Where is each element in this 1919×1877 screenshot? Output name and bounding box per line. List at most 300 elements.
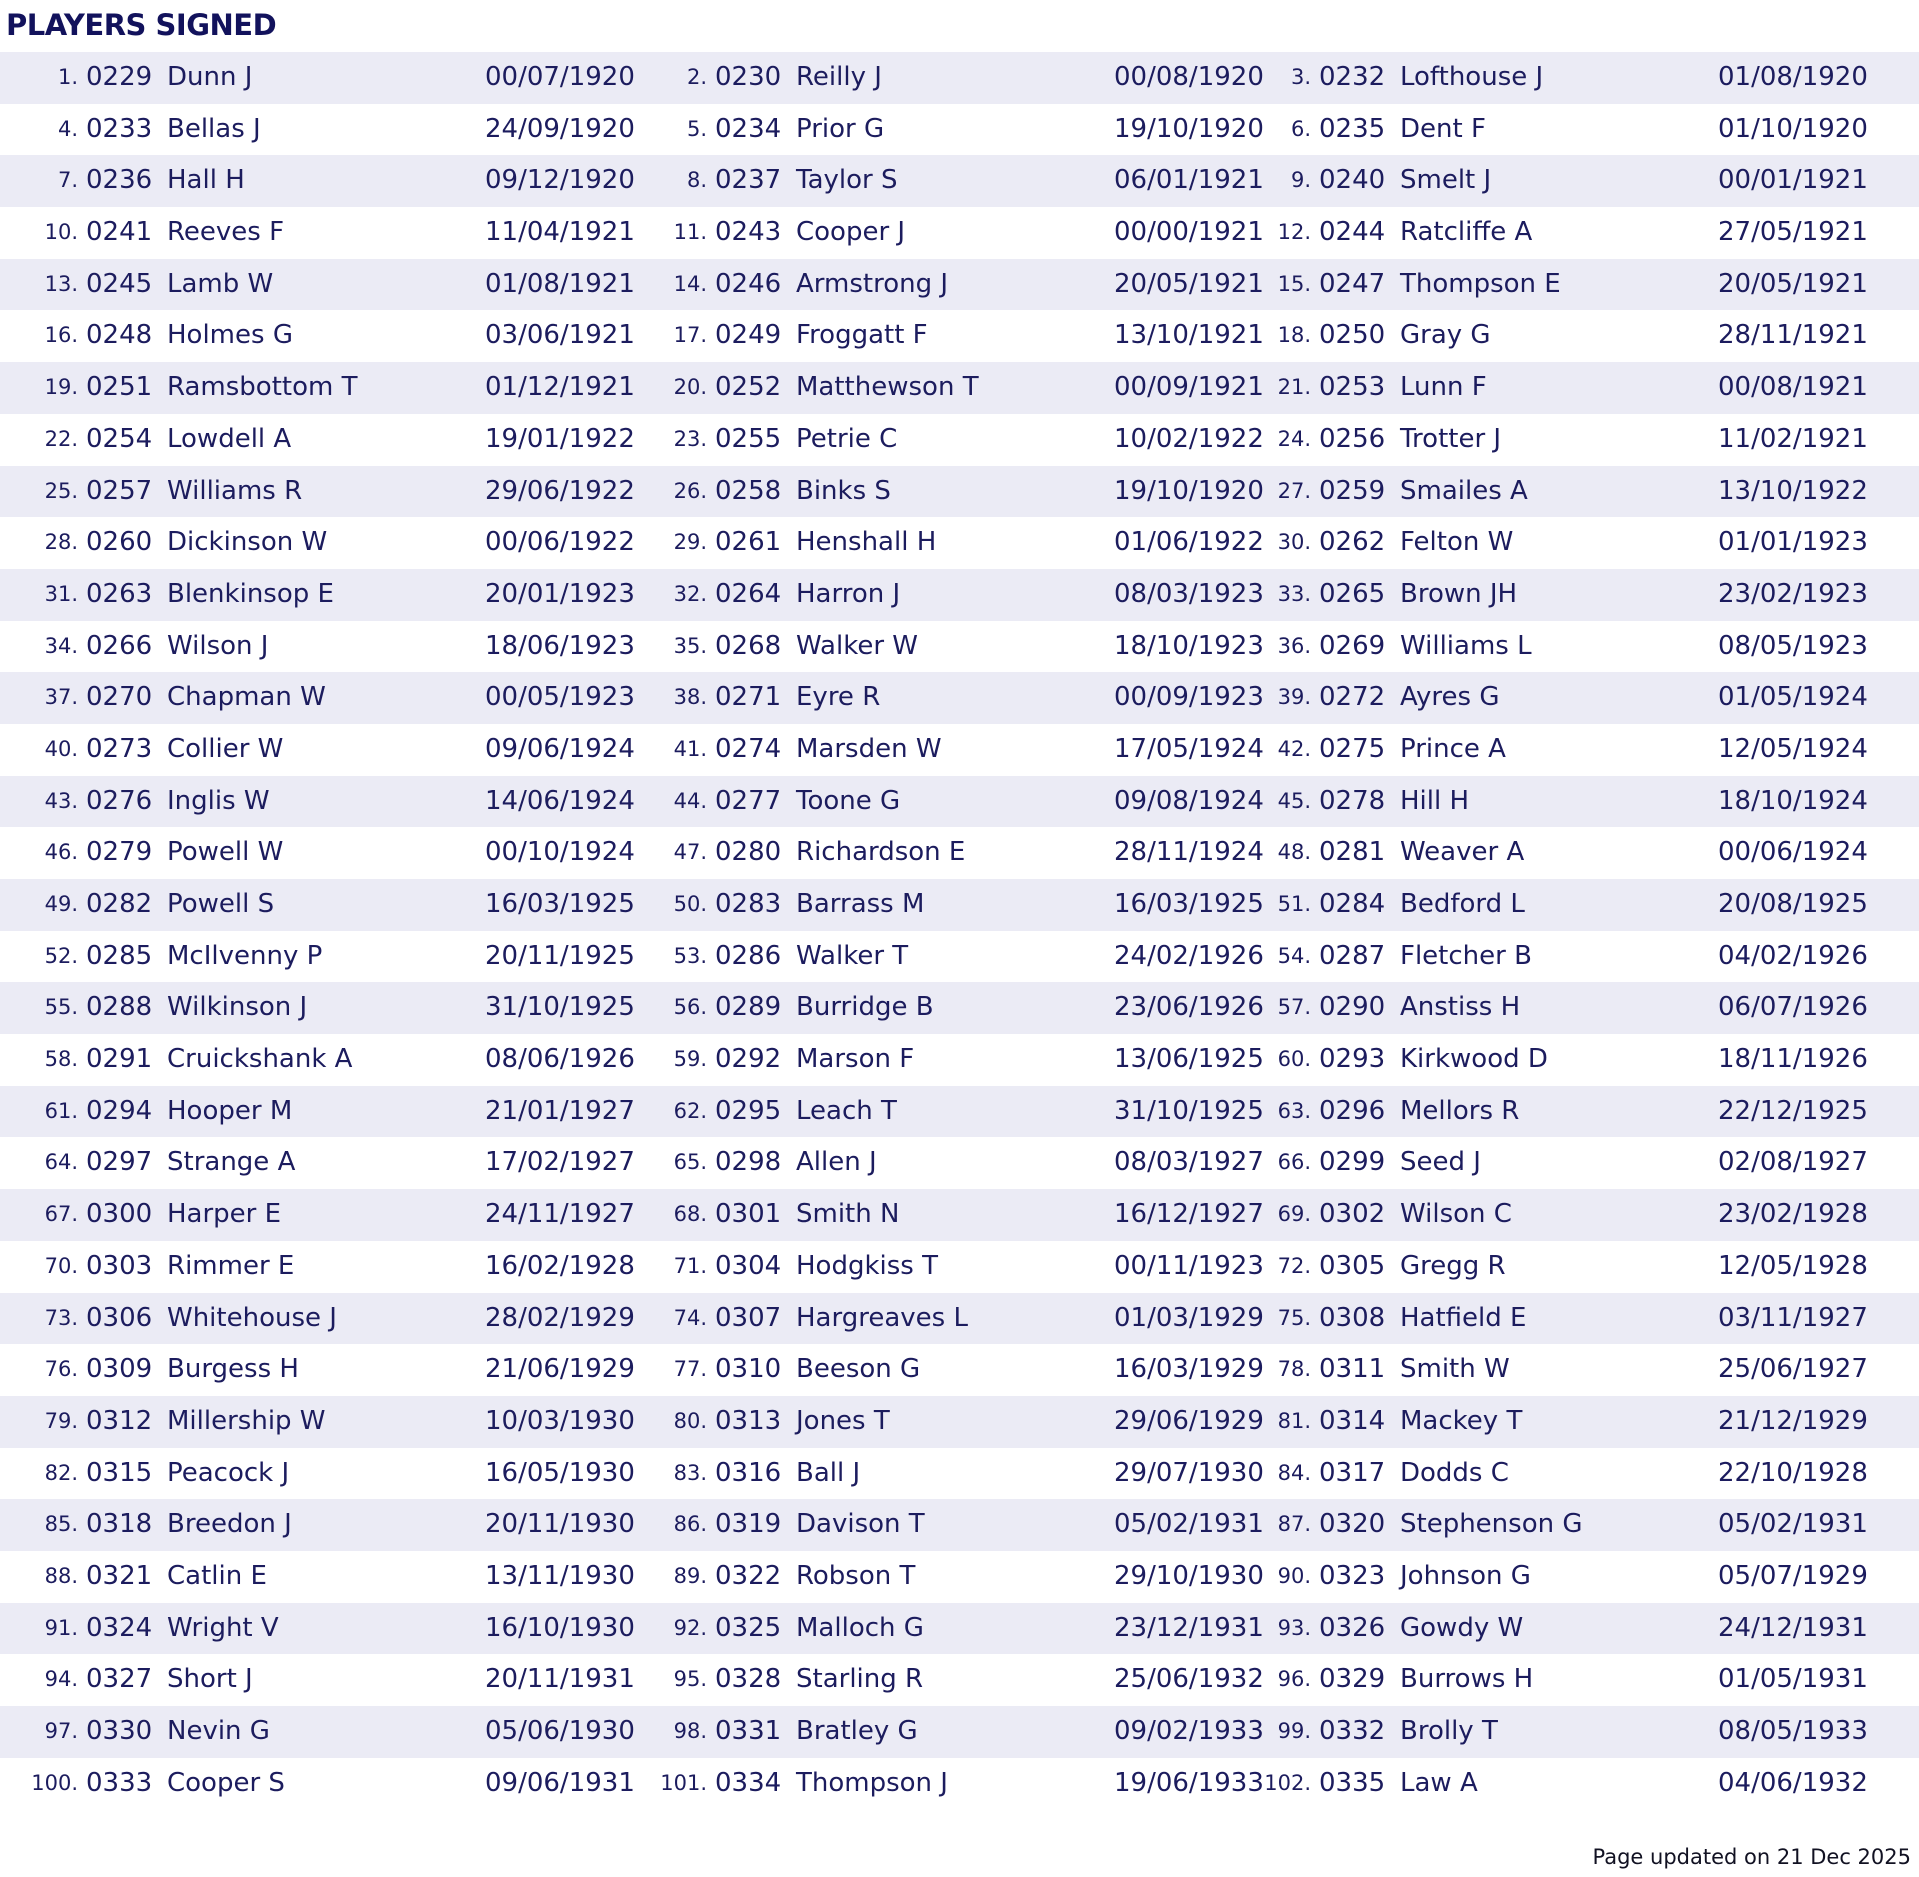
player-name: Mackey T xyxy=(1400,1405,1523,1436)
player-number: 7. xyxy=(57,168,78,193)
player-name: Bratley G xyxy=(796,1716,918,1746)
signed-date: 17/05/1924 xyxy=(1114,733,1264,764)
signed-date: 01/05/1931 xyxy=(1718,1664,1868,1695)
player-name: Stephenson G xyxy=(1400,1509,1583,1540)
player-name: Ramsbottom T xyxy=(167,372,358,403)
player-number: 40. xyxy=(44,736,78,761)
player-number: 31. xyxy=(44,581,78,606)
player-name: Collier W xyxy=(167,733,284,764)
player-code: 0265 xyxy=(1319,578,1386,609)
signed-date: 04/06/1932 xyxy=(1718,1767,1868,1798)
player-code: 0301 xyxy=(715,1199,782,1230)
player-number: 48. xyxy=(1277,840,1311,865)
player-code: 0310 xyxy=(715,1354,782,1385)
player-code: 0315 xyxy=(86,1457,153,1488)
player-code: 0311 xyxy=(1319,1354,1386,1385)
player-name: Dent F xyxy=(1400,113,1486,144)
table-row xyxy=(0,1603,1919,1655)
player-name: Ayres G xyxy=(1400,682,1500,713)
signed-date: 20/05/1921 xyxy=(1718,268,1868,299)
player-code: 0229 xyxy=(86,62,153,92)
player-code: 0293 xyxy=(1319,1044,1386,1075)
player-code: 0236 xyxy=(86,165,153,196)
table-row xyxy=(0,827,1919,879)
player-code: 0250 xyxy=(1319,320,1386,351)
signed-date: 08/05/1933 xyxy=(1718,1716,1868,1746)
player-name: Holmes G xyxy=(167,320,293,351)
player-code: 0277 xyxy=(715,785,782,816)
player-code: 0233 xyxy=(86,113,153,144)
player-name: Eyre R xyxy=(796,682,881,713)
player-code: 0298 xyxy=(715,1147,782,1178)
player-name: Davison T xyxy=(796,1509,925,1540)
player-code: 0305 xyxy=(1319,1250,1386,1281)
player-name: Cooper S xyxy=(167,1767,285,1798)
player-code: 0252 xyxy=(715,372,782,403)
table-row xyxy=(0,1551,1919,1603)
player-name: Powell W xyxy=(167,837,284,868)
table-row xyxy=(0,207,1919,259)
player-code: 0272 xyxy=(1319,682,1386,713)
player-code: 0289 xyxy=(715,992,782,1023)
player-number: 92. xyxy=(673,1615,707,1640)
signed-date: 21/01/1927 xyxy=(485,1095,635,1126)
player-number: 76. xyxy=(44,1357,78,1382)
signed-date: 01/10/1920 xyxy=(1718,113,1868,144)
player-name: Millership W xyxy=(167,1405,326,1436)
player-number: 75. xyxy=(1277,1305,1311,1330)
player-number: 100. xyxy=(31,1770,78,1795)
player-code: 0334 xyxy=(715,1767,782,1798)
player-code: 0312 xyxy=(86,1405,153,1436)
player-code: 0304 xyxy=(715,1250,782,1281)
player-number: 45. xyxy=(1277,788,1311,813)
player-number: 41. xyxy=(673,736,707,761)
signed-date: 18/11/1926 xyxy=(1718,1044,1868,1075)
signed-date: 00/10/1924 xyxy=(485,837,635,868)
player-name: Petrie C xyxy=(796,423,898,454)
table-row xyxy=(0,931,1919,983)
player-number: 11. xyxy=(673,220,707,245)
player-code: 0322 xyxy=(715,1560,782,1591)
player-name: McIlvenny P xyxy=(167,940,323,971)
player-code: 0284 xyxy=(1319,889,1386,919)
player-name: Peacock J xyxy=(167,1457,290,1488)
player-code: 0302 xyxy=(1319,1199,1386,1230)
player-name: Whitehouse J xyxy=(167,1302,337,1333)
player-name: Hill H xyxy=(1400,785,1470,816)
player-number: 15. xyxy=(1277,271,1311,296)
signed-date: 00/06/1922 xyxy=(485,527,635,558)
signed-date: 12/05/1928 xyxy=(1718,1250,1868,1281)
signed-date: 22/10/1928 xyxy=(1718,1457,1868,1488)
player-name: Gowdy W xyxy=(1400,1612,1524,1643)
player-code: 0230 xyxy=(715,62,782,92)
signed-date: 00/01/1921 xyxy=(1718,165,1868,196)
player-code: 0251 xyxy=(86,372,153,403)
signed-date: 27/05/1921 xyxy=(1718,217,1868,248)
player-name: Lowdell A xyxy=(167,423,292,454)
player-number: 24. xyxy=(1277,426,1311,451)
player-code: 0264 xyxy=(715,578,782,609)
player-number: 61. xyxy=(44,1098,78,1123)
signed-date: 20/08/1925 xyxy=(1718,889,1868,919)
player-code: 0330 xyxy=(86,1716,153,1746)
player-number: 14. xyxy=(673,271,707,296)
player-name: Beeson G xyxy=(796,1354,921,1385)
player-code: 0325 xyxy=(715,1612,782,1643)
player-code: 0286 xyxy=(715,940,782,971)
player-code: 0335 xyxy=(1319,1767,1386,1798)
player-number: 88. xyxy=(44,1563,78,1588)
table-row xyxy=(0,517,1919,569)
player-number: 101. xyxy=(660,1770,707,1795)
player-number: 65. xyxy=(673,1150,707,1175)
player-number: 83. xyxy=(673,1460,707,1485)
player-number: 93. xyxy=(1277,1615,1311,1640)
player-name: Walker T xyxy=(796,940,909,971)
player-number: 30. xyxy=(1277,530,1311,555)
player-number: 23. xyxy=(673,426,707,451)
player-code: 0255 xyxy=(715,423,782,454)
player-name: Wilson J xyxy=(167,630,269,661)
player-number: 47. xyxy=(673,840,707,865)
signed-date: 00/09/1923 xyxy=(1114,682,1264,713)
signed-date: 24/02/1926 xyxy=(1114,940,1264,971)
signed-date: 01/08/1921 xyxy=(485,268,635,299)
signed-date: 18/10/1924 xyxy=(1718,785,1868,816)
player-number: 97. xyxy=(44,1719,78,1743)
player-code: 0248 xyxy=(86,320,153,351)
player-number: 21. xyxy=(1277,375,1311,400)
player-code: 0297 xyxy=(86,1147,153,1178)
signed-date: 28/11/1924 xyxy=(1114,837,1264,868)
player-number: 38. xyxy=(673,685,707,710)
player-number: 33. xyxy=(1277,581,1311,606)
signed-date: 11/02/1921 xyxy=(1718,423,1868,454)
player-number: 94. xyxy=(44,1667,78,1692)
player-code: 0271 xyxy=(715,682,782,713)
player-number: 90. xyxy=(1277,1563,1311,1588)
player-code: 0254 xyxy=(86,423,153,454)
player-number: 64. xyxy=(44,1150,78,1175)
player-code: 0316 xyxy=(715,1457,782,1488)
signed-date: 01/08/1920 xyxy=(1718,62,1868,92)
player-code: 0308 xyxy=(1319,1302,1386,1333)
player-number: 19. xyxy=(44,375,78,400)
player-name: Inglis W xyxy=(167,785,270,816)
player-number: 49. xyxy=(44,892,78,916)
player-code: 0240 xyxy=(1319,165,1386,196)
player-code: 0261 xyxy=(715,527,782,558)
players-table xyxy=(0,52,1919,1809)
signed-date: 16/10/1930 xyxy=(485,1612,635,1643)
player-code: 0276 xyxy=(86,785,153,816)
signed-date: 08/06/1926 xyxy=(485,1044,635,1075)
player-name: Leach T xyxy=(796,1095,897,1126)
signed-date: 00/08/1921 xyxy=(1718,372,1868,403)
signed-date: 31/10/1925 xyxy=(1114,1095,1264,1126)
player-code: 0295 xyxy=(715,1095,782,1126)
player-name: Robson T xyxy=(796,1560,916,1591)
signed-date: 10/03/1930 xyxy=(485,1405,635,1436)
player-code: 0258 xyxy=(715,475,782,506)
table-row xyxy=(0,310,1919,362)
signed-date: 21/06/1929 xyxy=(485,1354,635,1385)
signed-date: 08/03/1927 xyxy=(1114,1147,1264,1178)
signed-date: 29/06/1922 xyxy=(485,475,635,506)
player-code: 0245 xyxy=(86,268,153,299)
signed-date: 18/06/1923 xyxy=(485,630,635,661)
signed-date: 13/06/1925 xyxy=(1114,1044,1264,1075)
player-code: 0324 xyxy=(86,1612,153,1643)
player-name: Gray G xyxy=(1400,320,1491,351)
signed-date: 22/12/1925 xyxy=(1718,1095,1868,1126)
player-number: 77. xyxy=(673,1357,707,1382)
table-row xyxy=(0,1344,1919,1396)
signed-date: 01/05/1924 xyxy=(1718,682,1868,713)
player-name: Smith N xyxy=(796,1199,900,1230)
signed-date: 09/08/1924 xyxy=(1114,785,1264,816)
player-name: Kirkwood D xyxy=(1400,1044,1548,1075)
signed-date: 00/06/1924 xyxy=(1718,837,1868,868)
player-name: Marson F xyxy=(796,1044,915,1075)
player-name: Starling R xyxy=(796,1664,924,1695)
player-code: 0327 xyxy=(86,1664,153,1695)
player-code: 0243 xyxy=(715,217,782,248)
table-row xyxy=(0,1654,1919,1706)
signed-date: 23/02/1928 xyxy=(1718,1199,1868,1230)
page-title: PLAYERS SIGNED xyxy=(6,8,277,42)
signed-date: 00/00/1921 xyxy=(1114,217,1264,248)
player-name: Jones T xyxy=(796,1405,890,1436)
signed-date: 09/06/1931 xyxy=(485,1767,635,1798)
player-code: 0247 xyxy=(1319,268,1386,299)
signed-date: 19/06/1933 xyxy=(1114,1767,1264,1798)
player-name: Williams R xyxy=(167,475,303,506)
player-number: 55. xyxy=(44,995,78,1020)
signed-date: 23/02/1923 xyxy=(1718,578,1868,609)
player-number: 43. xyxy=(44,788,78,813)
player-name: Law A xyxy=(1400,1767,1478,1798)
signed-date: 19/10/1920 xyxy=(1114,113,1264,144)
player-number: 69. xyxy=(1277,1202,1311,1227)
signed-date: 18/10/1923 xyxy=(1114,630,1264,661)
table-row xyxy=(0,466,1919,518)
player-code: 0333 xyxy=(86,1767,153,1798)
signed-date: 29/06/1929 xyxy=(1114,1405,1264,1436)
player-code: 0318 xyxy=(86,1509,153,1540)
signed-date: 12/05/1924 xyxy=(1718,733,1868,764)
player-code: 0303 xyxy=(86,1250,153,1281)
player-code: 0280 xyxy=(715,837,782,868)
signed-date: 00/09/1921 xyxy=(1114,372,1264,403)
player-code: 0309 xyxy=(86,1354,153,1385)
player-name: Powell S xyxy=(167,889,275,919)
signed-date: 06/01/1921 xyxy=(1114,165,1264,196)
signed-date: 05/06/1930 xyxy=(485,1716,635,1746)
table-row xyxy=(0,1499,1919,1551)
player-number: 50. xyxy=(673,892,707,916)
table-row xyxy=(0,414,1919,466)
player-code: 0253 xyxy=(1319,372,1386,403)
player-name: Richardson E xyxy=(796,837,966,868)
player-number: 29. xyxy=(673,530,707,555)
table-row xyxy=(0,569,1919,621)
player-number: 87. xyxy=(1277,1512,1311,1537)
player-number: 72. xyxy=(1277,1253,1311,1278)
player-number: 12. xyxy=(1277,220,1311,245)
player-code: 0241 xyxy=(86,217,153,248)
player-code: 0235 xyxy=(1319,113,1386,144)
table-row xyxy=(0,1758,1919,1810)
player-name: Mellors R xyxy=(1400,1095,1520,1126)
player-code: 0294 xyxy=(86,1095,153,1126)
player-code: 0269 xyxy=(1319,630,1386,661)
signed-date: 21/12/1929 xyxy=(1718,1405,1868,1436)
player-code: 0323 xyxy=(1319,1560,1386,1591)
signed-date: 25/06/1927 xyxy=(1718,1354,1868,1385)
player-name: Reilly J xyxy=(796,62,882,92)
player-name: Trotter J xyxy=(1400,423,1502,454)
player-code: 0290 xyxy=(1319,992,1386,1023)
player-number: 37. xyxy=(44,685,78,710)
player-code: 0306 xyxy=(86,1302,153,1333)
player-code: 0279 xyxy=(86,837,153,868)
table-row xyxy=(0,104,1919,156)
player-name: Cruickshank A xyxy=(167,1044,353,1075)
signed-date: 09/06/1924 xyxy=(485,733,635,764)
table-row xyxy=(0,362,1919,414)
player-number: 28. xyxy=(44,530,78,555)
table-row xyxy=(0,155,1919,207)
table-row xyxy=(0,982,1919,1034)
player-name: Smith W xyxy=(1400,1354,1510,1385)
player-name: Hatfield E xyxy=(1400,1302,1527,1333)
signed-date: 20/11/1925 xyxy=(485,940,635,971)
player-code: 0329 xyxy=(1319,1664,1386,1695)
player-name: Bedford L xyxy=(1400,889,1525,919)
player-number: 8. xyxy=(686,168,707,193)
player-number: 4. xyxy=(57,116,78,141)
player-code: 0288 xyxy=(86,992,153,1023)
player-number: 16. xyxy=(44,323,78,348)
player-number: 98. xyxy=(673,1719,707,1743)
player-code: 0328 xyxy=(715,1664,782,1695)
player-number: 51. xyxy=(1277,892,1311,916)
player-name: Harron J xyxy=(796,578,901,609)
signed-date: 16/03/1925 xyxy=(1114,889,1264,919)
player-code: 0278 xyxy=(1319,785,1386,816)
signed-date: 20/11/1931 xyxy=(485,1664,635,1695)
player-number: 78. xyxy=(1277,1357,1311,1382)
player-name: Weaver A xyxy=(1400,837,1525,868)
player-code: 0282 xyxy=(86,889,153,919)
signed-date: 20/05/1921 xyxy=(1114,268,1264,299)
player-name: Dickinson W xyxy=(167,527,328,558)
signed-date: 01/12/1921 xyxy=(485,372,635,403)
signed-date: 01/06/1922 xyxy=(1114,527,1264,558)
signed-date: 00/05/1923 xyxy=(485,682,635,713)
player-number: 91. xyxy=(44,1615,78,1640)
player-number: 2. xyxy=(686,65,707,89)
player-code: 0260 xyxy=(86,527,153,558)
signed-date: 13/11/1930 xyxy=(485,1560,635,1591)
player-name: Wright V xyxy=(167,1612,279,1643)
player-number: 5. xyxy=(686,116,707,141)
player-code: 0326 xyxy=(1319,1612,1386,1643)
signed-date: 11/04/1921 xyxy=(485,217,635,248)
player-code: 0273 xyxy=(86,733,153,764)
signed-date: 05/02/1931 xyxy=(1114,1509,1264,1540)
player-number: 57. xyxy=(1277,995,1311,1020)
player-code: 0320 xyxy=(1319,1509,1386,1540)
signed-date: 13/10/1921 xyxy=(1114,320,1264,351)
player-code: 0283 xyxy=(715,889,782,919)
player-number: 36. xyxy=(1277,633,1311,658)
player-number: 86. xyxy=(673,1512,707,1537)
player-code: 0256 xyxy=(1319,423,1386,454)
player-name: Hargreaves L xyxy=(796,1302,968,1333)
player-name: Hodgkiss T xyxy=(796,1250,938,1281)
player-name: Anstiss H xyxy=(1400,992,1521,1023)
player-number: 27. xyxy=(1277,478,1311,503)
player-code: 0275 xyxy=(1319,733,1386,764)
signed-date: 05/07/1929 xyxy=(1718,1560,1868,1591)
signed-date: 19/10/1920 xyxy=(1114,475,1264,506)
player-number: 96. xyxy=(1277,1667,1311,1692)
player-number: 84. xyxy=(1277,1460,1311,1485)
player-code: 0268 xyxy=(715,630,782,661)
signed-date: 19/01/1922 xyxy=(485,423,635,454)
player-code: 0249 xyxy=(715,320,782,351)
player-code: 0257 xyxy=(86,475,153,506)
player-code: 0296 xyxy=(1319,1095,1386,1126)
player-name: Froggatt F xyxy=(796,320,928,351)
player-number: 39. xyxy=(1277,685,1311,710)
player-code: 0331 xyxy=(715,1716,782,1746)
signed-date: 17/02/1927 xyxy=(485,1147,635,1178)
player-name: Catlin E xyxy=(167,1560,267,1591)
player-number: 102. xyxy=(1264,1770,1311,1795)
player-code: 0232 xyxy=(1319,62,1386,92)
signed-date: 04/02/1926 xyxy=(1718,940,1868,971)
player-name: Dodds C xyxy=(1400,1457,1509,1488)
player-name: Allen J xyxy=(796,1147,877,1178)
player-name: Malloch G xyxy=(796,1612,924,1643)
player-number: 13. xyxy=(44,271,78,296)
player-code: 0321 xyxy=(86,1560,153,1591)
signed-date: 03/11/1927 xyxy=(1718,1302,1868,1333)
player-name: Thompson E xyxy=(1400,268,1561,299)
player-name: Taylor S xyxy=(796,165,898,196)
player-code: 0299 xyxy=(1319,1147,1386,1178)
table-row xyxy=(0,259,1919,311)
player-name: Blenkinsop E xyxy=(167,578,334,609)
signed-date: 16/02/1928 xyxy=(485,1250,635,1281)
table-row xyxy=(0,1189,1919,1241)
signed-date: 28/11/1921 xyxy=(1718,320,1868,351)
player-code: 0314 xyxy=(1319,1405,1386,1436)
player-number: 73. xyxy=(44,1305,78,1330)
signed-date: 05/02/1931 xyxy=(1718,1509,1868,1540)
player-number: 99. xyxy=(1277,1719,1311,1743)
player-code: 0281 xyxy=(1319,837,1386,868)
player-name: Prior G xyxy=(796,113,885,144)
signed-date: 31/10/1925 xyxy=(485,992,635,1023)
signed-date: 00/07/1920 xyxy=(485,62,635,92)
player-name: Thompson J xyxy=(796,1767,948,1798)
